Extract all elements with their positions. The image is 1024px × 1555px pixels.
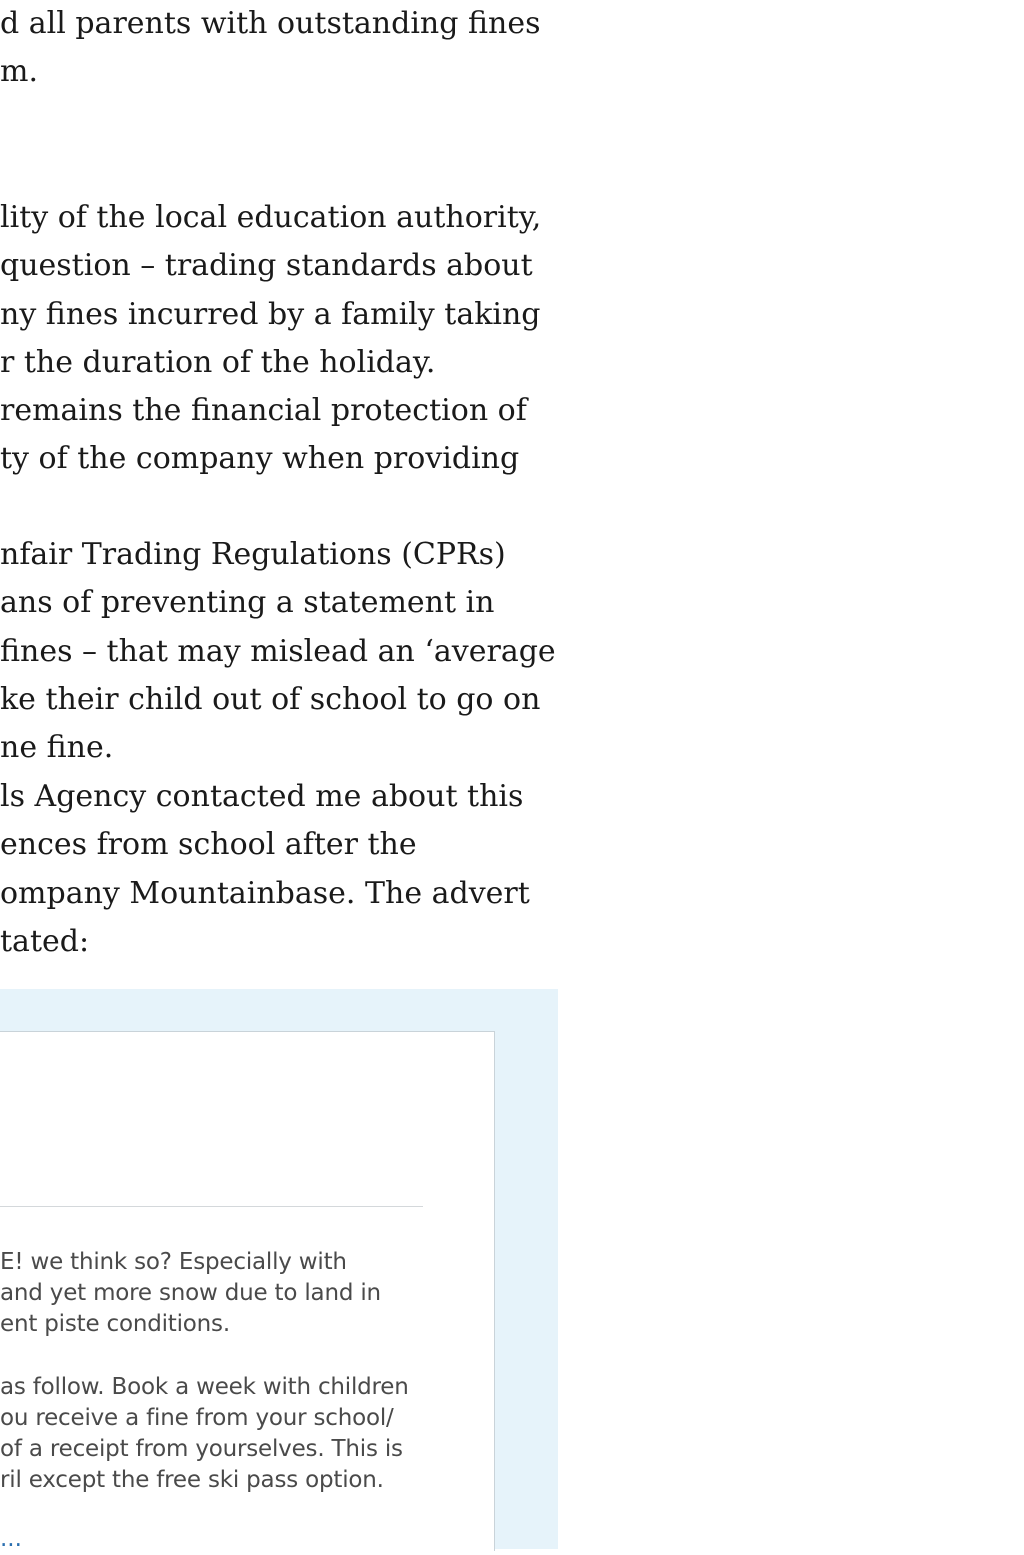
text-line: ompany Mountainbase. The advert — [0, 875, 530, 911]
text-line: fines – that may mislead an ‘average — [0, 633, 556, 669]
text-line: d all parents with outstanding fines — [0, 6, 541, 41]
advert-text-line: ril except the free ski pass option. — [0, 1467, 384, 1493]
advert-text-line: as follow. Book a week with children — [0, 1374, 409, 1400]
article-paragraph-1 — [0, 0, 540, 97]
text-line: remains the financial protection of — [0, 393, 527, 429]
text-line: tated: — [0, 923, 90, 959]
text-line: ne fine. — [0, 730, 114, 766]
article-paragraph-4 — [0, 773, 530, 966]
text-line: nfair Trading Regulations (CPRs) — [0, 537, 506, 572]
advert-text-line: ou receive a fine from your school/ — [0, 1405, 394, 1431]
text-line: ans of preventing a statement in — [0, 585, 495, 621]
advert-text-line: E! we think so? Especially with — [0, 1249, 347, 1275]
advert-text-line: ent piste conditions. — [0, 1311, 230, 1337]
advert-link[interactable]: ... — [0, 1526, 22, 1552]
text-line: ny fines incurred by a family taking — [0, 296, 541, 332]
text-line: m. — [0, 54, 38, 90]
advert-divider — [0, 1206, 423, 1207]
article-paragraph-2 — [0, 194, 541, 484]
advert-paragraph-1 — [0, 1247, 470, 1340]
advert-text-line: and yet more snow due to land in — [0, 1280, 381, 1306]
article-paragraph-3 — [0, 531, 556, 772]
text-line: ences from school after the — [0, 827, 417, 863]
advert-paragraph-2 — [0, 1372, 470, 1496]
text-line: ty of the company when providing — [0, 441, 520, 477]
advert-text-line: of a receipt from yourselves. This is — [0, 1436, 403, 1462]
text-line: question – trading standards about — [0, 248, 533, 284]
text-line: ke their child out of school to go on — [0, 681, 541, 717]
text-line: ls Agency contacted me about this — [0, 779, 524, 814]
text-line: r the duration of the holiday. — [0, 344, 436, 380]
text-line: lity of the local education authority, — [0, 200, 542, 235]
